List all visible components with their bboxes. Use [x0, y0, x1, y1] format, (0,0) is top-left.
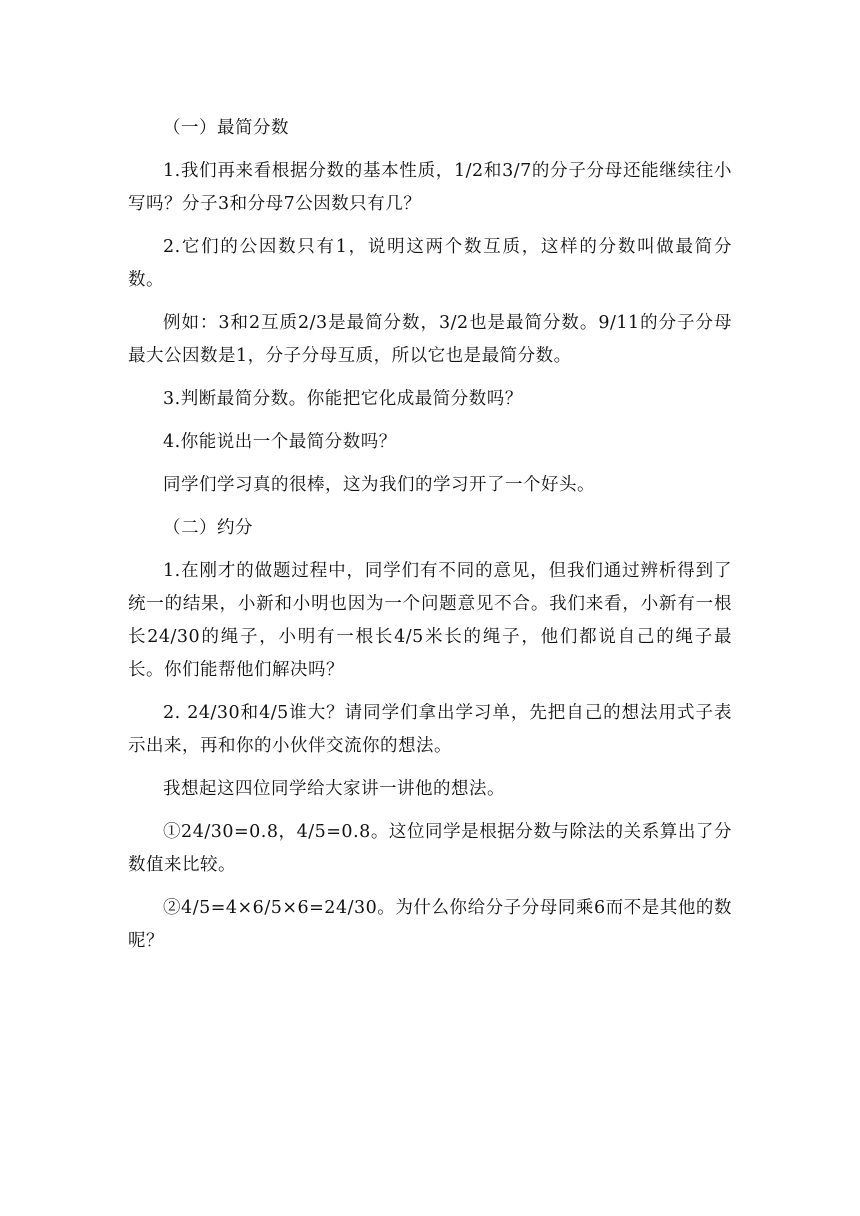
paragraph: ①24/30=0.8，4/5=0.8。这位同学是根据分数与除法的关系算出了分数值来比较。 — [128, 822, 732, 875]
paragraph: 4.你能说出一个最简分数吗？ — [163, 432, 397, 452]
paragraph: 1.在刚才的做题过程中，同学们有不同的意见，但我们通过辨析得到了统一的结果，小新和小明也因为一个问题意见不合。我们来看，小新有一根长24/30的绳子，小明有一根长4/5米长的绳子，他们都说自己的绳子最长。你们能帮他们解决吗？ — [128, 561, 732, 680]
paragraph: 3.判断最简分数。你能把它化成最简分数吗？ — [163, 389, 523, 409]
paragraph: 同学们学习真的很棒，这为我们的学习开了一个好头。 — [163, 475, 595, 495]
paragraph: ②4/5=4×6/5×6=24/30。为什么你给分子分母同乘6而不是其他的数呢？ — [128, 898, 732, 951]
paragraph: 2. 24/30和4/5谁大？请同学们拿出学习单，先把自己的想法用式子表示出来，再和你的小伙伴交流你的想法。 — [128, 703, 732, 756]
paragraph: 1.我们再来看根据分数的基本性质，1/2和3/7的分子分母还能继续往小写吗？分子3和分母7公因数只有几？ — [128, 161, 732, 214]
section-heading-reduction: （二）约分 — [163, 518, 253, 538]
paragraph: 2.它们的公因数只有1，说明这两个数互质，这样的分数叫做最简分数。 — [128, 237, 732, 290]
paragraph: 我想起这四位同学给大家讲一讲他的想法。 — [163, 779, 505, 799]
section-heading-simplest-fraction: （一）最简分数 — [163, 118, 289, 138]
paragraph: 例如：3和2互质2/3是最简分数，3/2也是最简分数。9/11的分子分母最大公因数是1，分子分母互质，所以它也是最简分数。 — [128, 313, 732, 366]
